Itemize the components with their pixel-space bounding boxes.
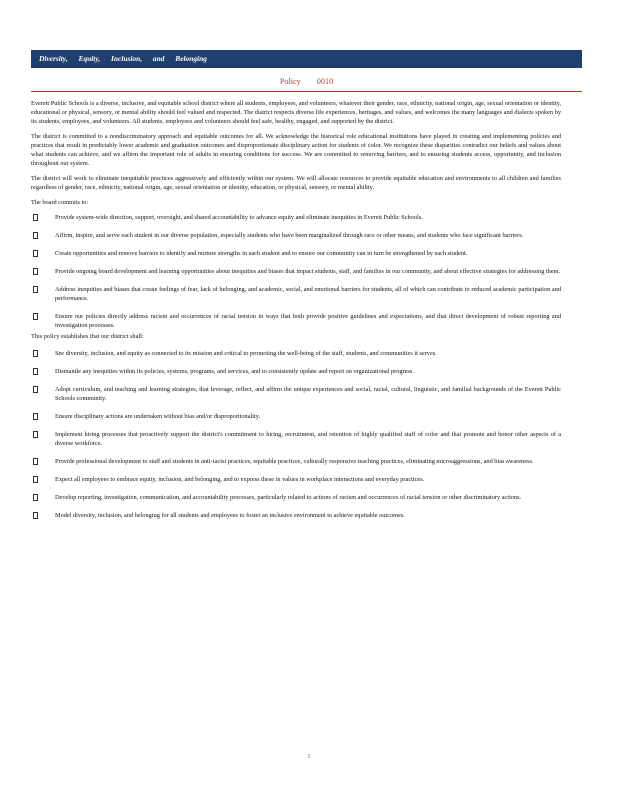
district-obligations-list xyxy=(31,349,561,520)
board-commitments-list xyxy=(31,213,561,330)
policy-establishes-heading: This policy establishes that our district shall: xyxy=(31,333,144,340)
resources-paragraph: The district will work to eliminate inequitable practices aggressively and efficiently within our system. We will allocate resources to provide equitable education and environments to all children and families regardless of gender, race, ethnicity, national origin, age, sexual orientation or identity, education, or physical, sensory, or mental ability. xyxy=(31,175,561,191)
list-item: Ensure our policies directly address racism and occurrences of racial tension in ways that both provide positive guidelines and expectations, and that direct development of robust reporting and investigation processes. xyxy=(31,312,561,330)
page-number: 1 xyxy=(307,753,311,760)
list-item: See diversity, inclusion, and equity as connected to its mission and critical to promoting the well-being of the staff, students, and communities it serves. xyxy=(31,349,561,358)
list-item: Develop reporting, investigation, communication, and accountability processes, particularly related to actions of racism and occurrences of racial tension or other discriminatory actions. xyxy=(31,493,561,502)
list-item: Adopt curriculum, and teaching and learning strategies, that leverage, reflect, and affirm the unique experiences and social, racial, cultural, linguistic, and familial backgrounds of the Everett Public Schools community. xyxy=(31,385,561,403)
policy-title: Policy 0010 xyxy=(279,77,334,86)
list-item: Address inequities and biases that create feelings of fear, lack of belonging, and academic, social, and emotional barriers for students, all of which can contribute to reduced academic participation and performance. xyxy=(31,285,561,303)
list-item: Provide professional development to staff and students in anti-racist practices, equitable practices, culturally responsive teaching practices, eliminating microaggressions, and bias awareness. xyxy=(31,457,561,466)
intro-paragraph: Everett Public Schools is a diverse, inclusive, and equitable school district where all students, employees, and volunteers, whatever their gender, race, ethnicity, national origin, age, sexual orientation or identity, educational or physical, sensory, or mental ability should feel valued and respected. The district respects diverse life experiences, heritages, and values, and welcomes the many languages and dialects spoken by its students, employees, and volunteers. All students, employees and volunteers should feel safe, healthy, engaged, and supported by the district. xyxy=(31,100,561,125)
list-item: Provide system-wide direction, support, oversight, and shared accountability to advance equity and eliminate inequities in Everett Public Schools. xyxy=(31,213,561,222)
list-item: Dismantle any inequities within its policies, systems, programs, and services, and to consistently update and report on organizational progress. xyxy=(31,367,561,376)
list-item: Ensure disciplinary actions are undertaken without bias and/or disproportionality. xyxy=(31,412,561,421)
list-item: Model diversity, inclusion, and belonging for all students and employees to foster an inclusive environment to achieve equitable outcomes. xyxy=(31,511,561,520)
list-item: Affirm, inspire, and serve each student in our diverse population, especially students who have been marginalized through race or other means, and students who face significant barriers. xyxy=(31,231,561,240)
list-item: Expect all employees to embrace equity, inclusion, and belonging, and to express these in values in workplace interactions and everyday practices. xyxy=(31,475,561,484)
list-item: Create opportunities and remove barriers to identify and nurture strengths in each student and to ensure our community can in turn be strengthened by each student. xyxy=(31,249,561,258)
commitment-paragraph: The district is committed to a nondiscriminatory approach and equitable outcomes for all. We acknowledge the historical role educational institutions have played in creating and implementing policies and practices that result in predictably lower academic and graduation outcomes and disproportionate disciplinary action for students of color. We recognize these disparities contradict our beliefs and values about what students can achieve, and we affirm the important role of adults in ensuring conditions for success. We are committed to removing barriers, and to ensuring students access, opportunity, and inclusion throughout our system. xyxy=(31,133,561,167)
list-item: Implement hiring processes that proactively support the district's commitment to hiring, recruitment, and retention of highly qualified staff of color and that promote and honor other aspects of a diverse workforce. xyxy=(31,430,561,448)
board-commits-heading: The board commits to: xyxy=(31,199,89,206)
section-banner: Diversity, Equity, Inclusion, and Belonging xyxy=(31,50,582,68)
title-divider xyxy=(31,91,582,92)
policy-body xyxy=(31,99,561,529)
list-item: Provide ongoing board development and learning opportunities about inequities and biases that impact students, staff, and families in our community, and about effective strategies for addressing them. xyxy=(31,267,561,276)
